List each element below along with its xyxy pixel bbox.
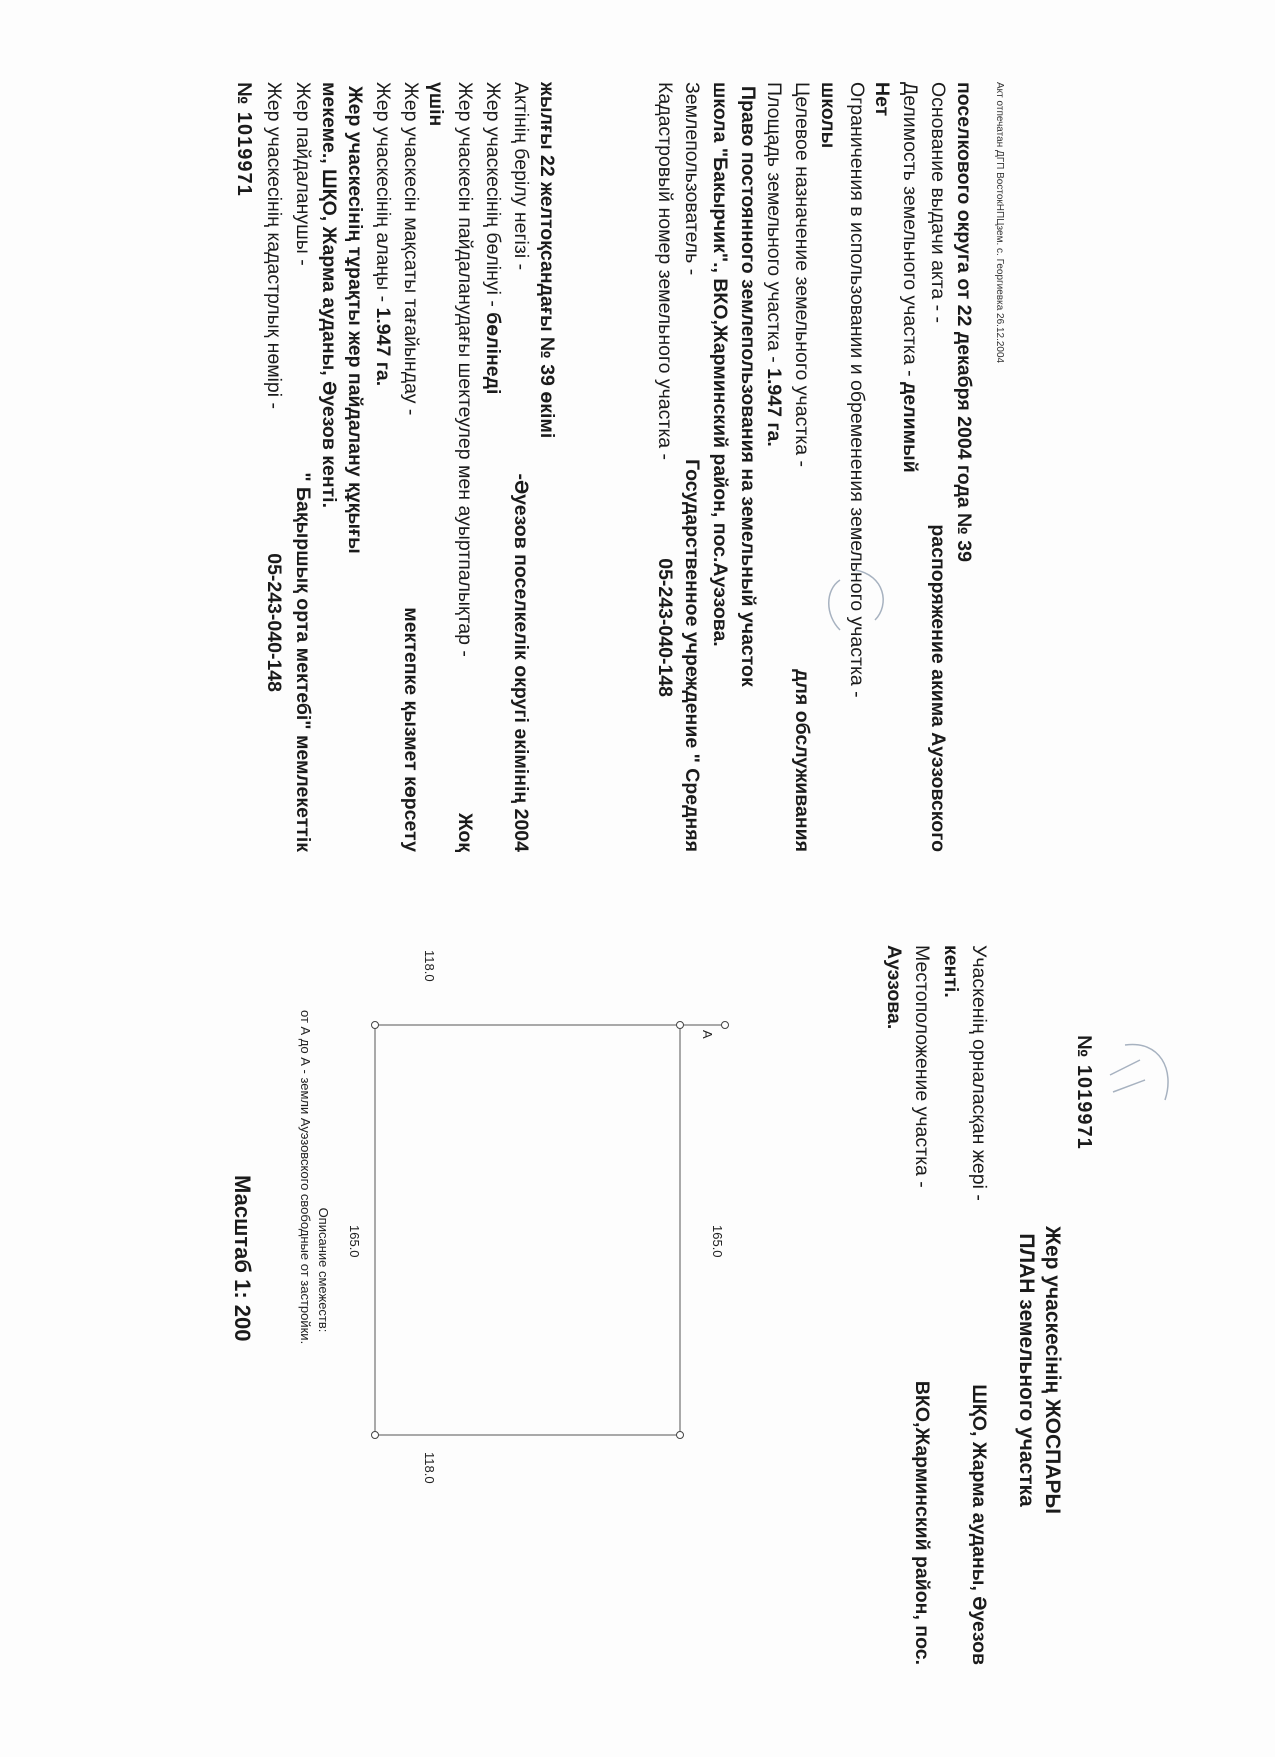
ru-purpose-row (792, 82, 812, 852)
ru-cadastral-label: Кадастровый номер земельного участка - (654, 82, 676, 461)
ru-area-row (764, 82, 784, 852)
kz-right-title: Жер учаскесінің тұрақты жер пайдалану құқығы (344, 86, 366, 554)
ru-purpose-value-1: для обслуживания (791, 669, 813, 852)
ru-user-row-2: школа "Бакырчик"., ВКО,Жарминский район, пос.Ауэзова. (709, 82, 731, 647)
scale-text: Масштаб 1: 200 (230, 1175, 255, 1342)
right-doc-number: № 1019971 (1073, 1035, 1095, 1150)
plan-titles (1013, 1150, 1066, 1590)
ru-user-label: Землепользователь - (681, 82, 703, 276)
location-kz-label: Учаскенің орналасқан жері - (968, 945, 990, 1201)
ru-restrictions-value: Нет (871, 82, 893, 117)
ru-basis-value-1: распоряжение акима Ауэзовского (927, 524, 949, 852)
kz-area-label: Жер учаскесінің алаңы - (372, 82, 394, 303)
ru-cadastral-row (655, 82, 675, 852)
vertex-marker-2 (677, 1432, 684, 1439)
pencil-mark-left (815, 560, 895, 650)
kz-restrictions-value: Жоқ (454, 812, 476, 852)
kz-purpose-value-1: мектепке қызмет көрсету (400, 607, 422, 852)
ru-basis-label: Основание выдачи акта - - (927, 82, 949, 324)
location-kz-row (967, 945, 990, 1665)
vertex-marker-3 (372, 1432, 379, 1439)
kz-purpose-value-2: үшін (425, 82, 447, 127)
plan-title-kz: Жер учаскесінің ЖОСПАРЫ (1041, 1225, 1064, 1515)
ru-area-value: 1.947 га. (763, 368, 785, 447)
adjacency-text: от А до А - земли Ауэзовского свободные от застройки. (298, 1010, 313, 1345)
kz-divisibility-value: бөлінеді (482, 312, 504, 395)
pencil-mark-right (1095, 1030, 1185, 1120)
kz-user-row-1 (293, 82, 313, 852)
adjacency-title: Описание смежеств: (316, 1207, 331, 1333)
side-right-label: 118.0 (422, 1452, 437, 1484)
kz-divisibility-row (483, 82, 503, 852)
plan-title-ru: ПЛАН земельного участка (1014, 1233, 1038, 1507)
print-footnote: Акт отпечатан ДГП ВостокНПЦзем. с. Георгиевка 26.12.2004 (994, 82, 1005, 364)
vertex-a-label: A (700, 1030, 715, 1039)
ru-purpose-value-2: школы (817, 82, 839, 149)
left-doc-number: № 1019971 (233, 82, 255, 197)
land-plot-plan (295, 950, 755, 1550)
ru-area-label: Площадь земельного участка - (763, 82, 785, 363)
kz-cadastral-value: 05-243-040-148 (263, 553, 285, 692)
kz-basis-label: Актінің берілу негізі - (510, 82, 532, 271)
ru-divisibility-row (900, 82, 920, 852)
ru-user-value: Государственное учреждение " Средняя (681, 459, 703, 852)
ru-divisibility-value: делимый (899, 382, 921, 473)
location-ru-label: Местоположение участка - (911, 945, 933, 1188)
vertex-a-marker (722, 1022, 729, 1029)
kz-basis-value-2: жылғы 22 желтоқсандағы № 39 өкімі (536, 82, 558, 439)
kz-user-value: " Бақыршық орта мектебі" мемлекеттік (292, 472, 314, 852)
location-ru (882, 945, 933, 1665)
kz-area-row (373, 82, 393, 852)
ru-purpose-label: Целевое назначение земельного участка - (791, 82, 813, 467)
kz-restrictions-row (455, 82, 475, 852)
plot-boundary (375, 1025, 680, 1435)
kz-divisibility-label: Жер учаскесінің бөлінуі - (482, 82, 504, 307)
ru-user-row-1 (682, 82, 702, 852)
vertex-marker-4 (372, 1022, 379, 1029)
location-kz-value-1: ШҚО, Жарма ауданы, Әуезов (968, 1384, 990, 1665)
ru-basis-row (928, 82, 948, 852)
kz-cadastral-row (264, 82, 284, 852)
location-ru-row (910, 945, 933, 1665)
kz-cadastral-label: Жер учаскесінің кадастрлық нөмірі - (263, 82, 285, 410)
ru-divisibility-label: Делимость земельного участка - (899, 82, 921, 377)
kz-user-row-2: мекеме., ШҚО, Жарма ауданы, Әуезов кенті. (318, 82, 340, 509)
kz-basis-row (511, 82, 531, 852)
vertex-marker-1 (677, 1022, 684, 1029)
location-ru-value-1: ВКО,Жарминский район, пос. (911, 1380, 933, 1665)
ru-restrictions-row (847, 82, 867, 852)
location-kz-value-2: кенті. (940, 945, 962, 998)
location-kz (939, 945, 990, 1665)
ru-restrictions-label: Ограничения в использовании и обременения земельного участка - (846, 82, 868, 698)
kz-area-value: 1.947 га. (372, 307, 394, 387)
location-ru-value-2: Ауэзова. (883, 945, 905, 1030)
kz-restrictions-label: Жер учаскесін пайдаланудағы шектеулер мен ауыртпалықтар - (454, 82, 476, 657)
ru-cadastral-value: 05-243-040-148 (654, 558, 676, 697)
kz-purpose-label: Жер учаскесін мақсаты тағайындау - (400, 82, 422, 416)
kz-purpose-row (401, 82, 421, 852)
ru-basis-value-2: поселкового округа от 22 декабря 2004 года № 39 (953, 82, 975, 562)
kz-user-label: Жер пайдаланушы - (292, 82, 314, 266)
side-bottom-label: 165.0 (347, 1225, 362, 1258)
ru-right-title: Право постоянного землепользования на земельный участок (737, 86, 759, 687)
side-top-label: 165.0 (710, 1225, 725, 1258)
side-left-label: 118.0 (422, 950, 437, 982)
kz-basis-value-1: -Әуезов поселкелік округі әкімінің 2004 (510, 473, 532, 852)
